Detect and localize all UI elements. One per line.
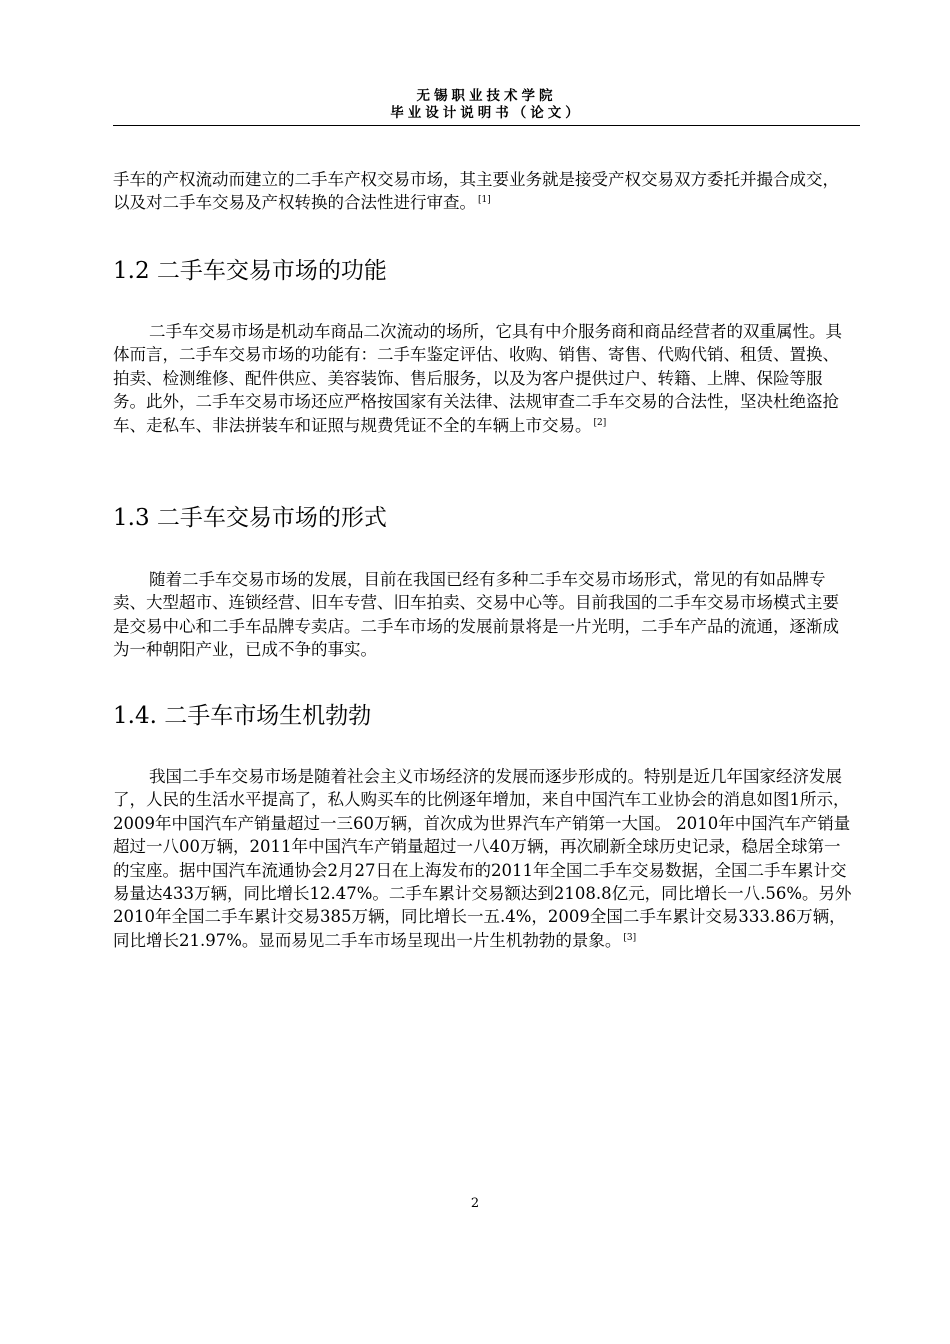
section-1-2-body (113, 320, 855, 437)
section-1-4-text: 我国二手车交易市场是随着社会主义市场经济的发展而逐步形成的。特别是近几年国家经济发展了，人民的生活水平提高了，私人购买车的比例逐年增加，来自中国汽车工业协会的消息如图1所示，2009年中国汽车产销量超过一三60万辆，首次成为世界汽车产销第一大国。 2010年中国汽车产销量超过一八00万辆，2011年中国汽车产销量超过一八40万辆，再次刷新全球历史记录，稳居全球第一的宝座。据中国汽车流通协会2月27日在上海发布的2011年全国二手车交易数据，全国二手车累计交易量达433万辆，同比增长12.47%。二手车累计交易额达到2108.8亿元，同比增长一八.56%。另外2010年全国二手车累计交易385万辆，同比增长一五.4%，2009全国二手车累计交易333.86万辆，同比增长21.97%。显而易见二手车市场呈现出一片生机勃勃的景象。 (113, 767, 852, 950)
section-1-2-text: 二手车交易市场是机动车商品二次流动的场所，它具有中介服务商和商品经营者的双重属性。具体而言，二手车交易市场的功能有：二手车鉴定评估、收购、销售、寄售、代购代销、租赁、置换、拍卖、检测维修、配件供应、美容装饰、售后服务，以及为客户提供过户、转籍、上牌、保险等服务。此外，二手车交易市场还应严格按国家有关法律、法规审查二手车交易的合法性，坚决杜绝盗抢车、走私车、非法拼装车和证照与规费凭证不全的车辆上市交易。 (113, 322, 842, 435)
header-rule (113, 125, 860, 126)
page-number: 2 (470, 1196, 480, 1211)
citation-2: [2] (593, 417, 607, 428)
citation-3: [3] (623, 932, 637, 943)
section-1-4-paragraph (113, 765, 855, 952)
page-header (113, 88, 860, 126)
intro-paragraph-block (113, 168, 855, 215)
citation-1: [1] (478, 195, 491, 206)
section-1-3-body (113, 568, 855, 662)
intro-text: 手车的产权流动而建立的二手车产权交易市场，其主要业务就是接受产权交易双方委托并撮合成交，以及对二手车交易及产权转换的合法性进行审查。 (113, 170, 839, 213)
intro-paragraph (113, 168, 855, 215)
section-1-4-body (113, 765, 855, 952)
section-1-2-paragraph (113, 320, 855, 437)
section-heading-1-3: 1.3 二手车交易市场的形式 (113, 505, 387, 531)
section-heading-1-2: 1.2 二手车交易市场的功能 (113, 258, 387, 284)
section-heading-1-4: 1.4. 二手车市场生机勃勃 (113, 703, 372, 729)
school-name: 无锡职业技术学院 (416, 88, 557, 104)
section-1-3-paragraph: 随着二手车交易市场的发展，目前在我国已经有多种二手车交易市场形式，常见的有如品牌专卖、大型超市、连锁经营、旧车专营、旧车拍卖、交易中心等。目前我国的二手车交易市场模式主要是交易中心和二手车品牌专卖店。二手车市场的发展前景将是一片光明，二手车产品的流通，逐渐成为一种朝阳产业，已成不争的事实。 (113, 570, 839, 660)
document-type: 毕业设计说明书（论文） (390, 105, 583, 121)
